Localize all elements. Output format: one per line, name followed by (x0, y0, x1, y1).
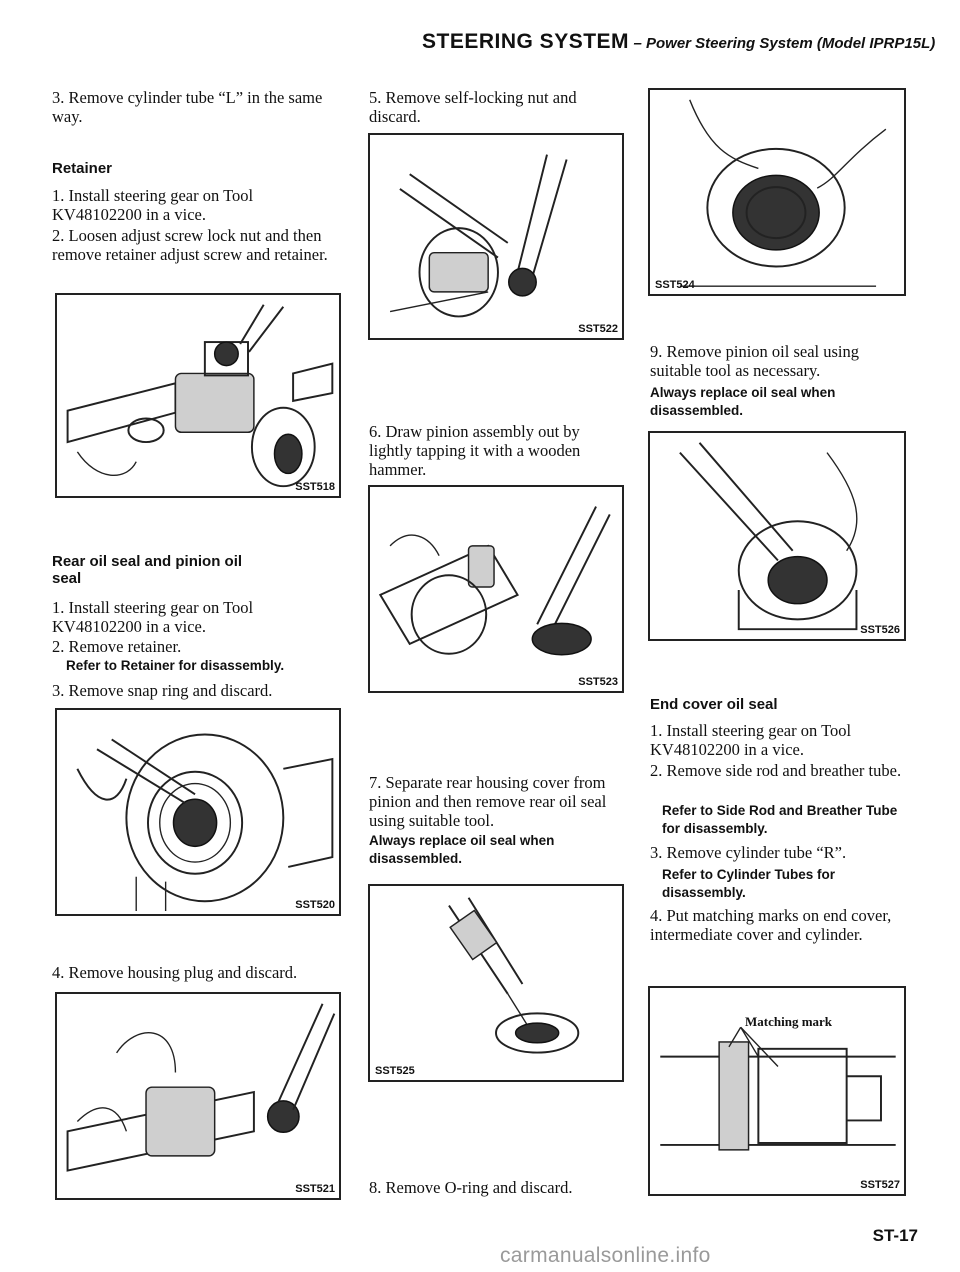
caption-sst524: SST524 (655, 279, 695, 291)
figure-sst527 (648, 986, 906, 1196)
retainer-heading: Retainer (52, 160, 113, 177)
figure-sst518 (55, 293, 341, 498)
end-cover-heading: End cover oil seal (650, 696, 778, 713)
step-9: 9. Remove pinion oil seal using suitable tool as necessary. (650, 342, 859, 380)
caption-sst521: SST521 (295, 1183, 335, 1195)
pinion-tapping-illustration (370, 487, 622, 691)
caption-sst522: SST522 (578, 323, 618, 335)
rear-oil-seal-heading: Rear oil seal and pinion oil seal (52, 553, 243, 587)
caption-sst525: SST525 (375, 1065, 415, 1077)
caption-sst518: SST518 (295, 481, 335, 493)
end-note-1: Refer to Side Rod and Breather Tube for disassembly. (662, 803, 898, 836)
step-6: 6. Draw pinion assembly out by lightly tapping it with a wooden hammer. (369, 422, 581, 479)
snap-ring-removal-illustration (57, 710, 339, 914)
caption-sst520: SST520 (295, 899, 335, 911)
step-7: 7. Separate rear housing cover from pinion and then remove rear oil seal using suitable tool. (369, 773, 607, 830)
self-locking-nut-removal-illustration (370, 135, 622, 338)
rear-step-3: 3. Remove snap ring and discard. (52, 681, 273, 700)
steering-gear-retainer-illustration (57, 295, 339, 496)
figure-sst520 (55, 708, 341, 916)
page-title: STEERING SYSTEM (422, 30, 630, 53)
rear-oil-seal-removal-illustration (370, 886, 622, 1080)
o-ring-removal-illustration (650, 90, 904, 294)
figure-sst522 (368, 133, 624, 340)
rear-step-1: 1. Install steering gear on Tool KV48102200 in a vice. (52, 598, 254, 636)
step-9-note: Always replace oil seal when disassembled. (650, 385, 836, 418)
end-step-3: 3. Remove cylinder tube “R”. (650, 843, 847, 862)
rear-step-2: 2. Remove retainer. (52, 637, 182, 656)
figure-sst521 (55, 992, 341, 1200)
rear-step-4: 4. Remove housing plug and discard. (52, 963, 298, 982)
cylinder-step-3: 3. Remove cylinder tube “L” in the same way. (52, 88, 323, 126)
step-5: 5. Remove self-locking nut and discard. (369, 88, 577, 126)
pinion-oil-seal-removal-illustration (650, 433, 904, 639)
caption-sst526: SST526 (860, 624, 900, 636)
retainer-step-2: 2. Loosen adjust screw lock nut and then remove retainer adjust screw and retainer. (52, 226, 328, 264)
rear-note: Refer to Retainer for disassembly. (66, 658, 285, 673)
page-subtitle: – Power Steering System (Model IPRP15L) (633, 35, 936, 52)
figure-sst523 (368, 485, 624, 693)
step-8: 8. Remove O-ring and discard. (369, 1178, 573, 1197)
figure-sst526 (648, 431, 906, 641)
figure-sst524 (648, 88, 906, 296)
end-step-4: 4. Put matching marks on end cover, intermediate cover and cylinder. (650, 906, 892, 944)
end-step-2: 2. Remove side rod and breather tube. (650, 761, 902, 780)
end-step-1: 1. Install steering gear on Tool KV48102200 in a vice. (650, 721, 852, 759)
caption-sst523: SST523 (578, 676, 618, 688)
matching-mark-label: Matching mark (745, 1014, 833, 1029)
page-number: ST-17 (872, 1226, 918, 1245)
end-note-2: Refer to Cylinder Tubes for disassembly. (662, 867, 836, 900)
housing-plug-removal-illustration (57, 994, 339, 1198)
watermark-text: carmanualsonline.info (500, 1244, 711, 1267)
figure-sst525 (368, 884, 624, 1082)
page-header (422, 30, 936, 54)
step-7-note: Always replace oil seal when disassembled. (369, 833, 555, 866)
caption-sst527: SST527 (860, 1179, 900, 1191)
retainer-step-1: 1. Install steering gear on Tool KV48102200 in a vice. (52, 186, 254, 224)
